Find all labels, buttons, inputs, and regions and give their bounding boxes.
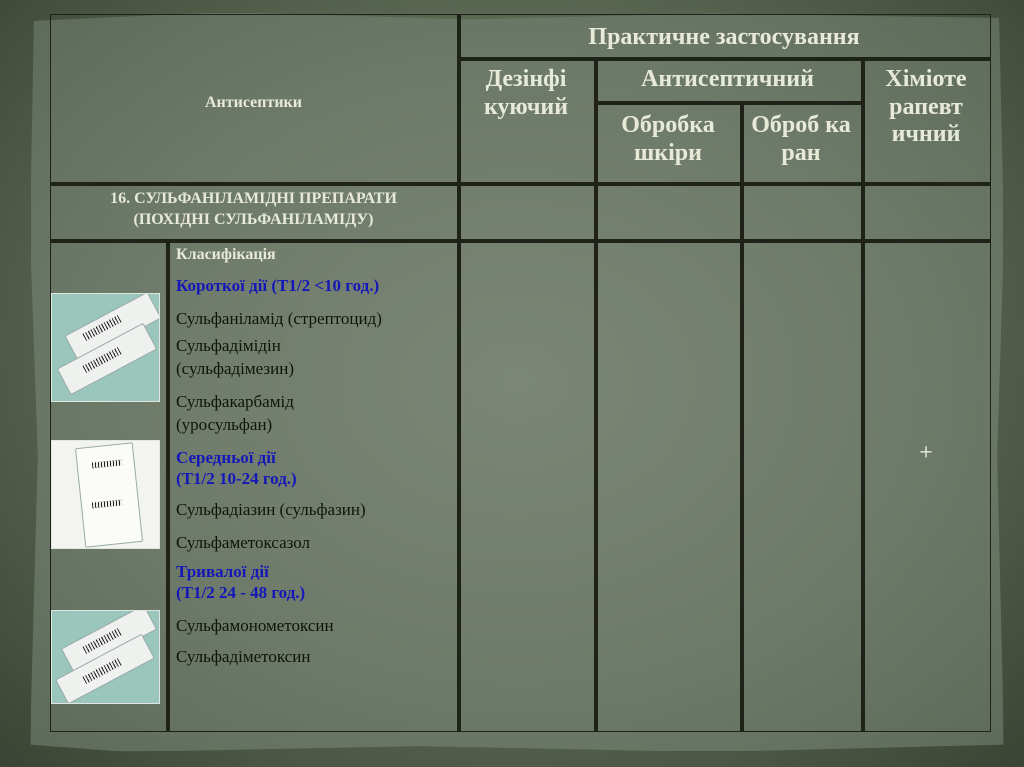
section-title-line2: (ПОХІДНІ СУЛЬФАНІЛАМІДУ) xyxy=(133,211,374,228)
classification-heading: Класифікація xyxy=(176,246,276,263)
table-line xyxy=(50,182,991,186)
plus-mark: + xyxy=(919,440,933,466)
list-item: Сульфаметоксазол xyxy=(176,533,310,552)
list-item: Сульфадімідін xyxy=(176,336,281,355)
list-item: (сульфадімезин) xyxy=(176,359,294,378)
col-chemotherapeutic: Хіміоте рапевт ичний xyxy=(885,66,967,148)
table-line xyxy=(50,239,991,243)
col-skin-treatment: Обробка шкіри xyxy=(621,112,715,166)
table-line xyxy=(740,101,744,732)
header-practical-use: Практичне застосування xyxy=(588,24,860,50)
col-disinfectant: Дезінфі куючий xyxy=(483,66,569,120)
long-action-heading: Тривалої дії xyxy=(176,562,269,581)
list-item: Сульфадіметоксин xyxy=(176,647,311,666)
table-line xyxy=(594,57,598,732)
table-line xyxy=(457,57,991,61)
col-wound-treatment: Оброб ка ран xyxy=(751,112,851,166)
table-line xyxy=(594,101,861,105)
header-antiseptics: Антисептики xyxy=(205,94,302,111)
medium-action-heading: Середньої дії xyxy=(176,448,276,467)
list-item: Сульфакарбамід xyxy=(176,392,294,411)
medium-action-halflife: (Т1/2 10-24 год.) xyxy=(176,469,297,488)
pill-blister-image xyxy=(51,440,160,549)
pill-blister-image xyxy=(51,610,160,704)
drug-list xyxy=(176,246,458,674)
long-action-halflife: (Т1/2 24 - 48 год.) xyxy=(176,583,306,602)
list-item: Сульфадіазин (сульфазин) xyxy=(176,500,366,519)
section-title-line1: 16. СУЛЬФАНІЛАМІДНІ ПРЕПАРАТИ xyxy=(110,190,397,207)
pill-blister-image xyxy=(51,293,160,402)
table-line xyxy=(166,239,170,732)
list-item: (уросульфан) xyxy=(176,415,273,434)
table-line xyxy=(861,57,865,732)
list-item: Сульфамонометоксин xyxy=(176,616,334,635)
short-action-heading: Короткої дії (Т1/2 <10 год.) xyxy=(176,276,380,295)
list-item: Сульфаніламід (стрептоцид) xyxy=(176,309,382,328)
col-antiseptic: Антисептичний xyxy=(641,66,814,92)
